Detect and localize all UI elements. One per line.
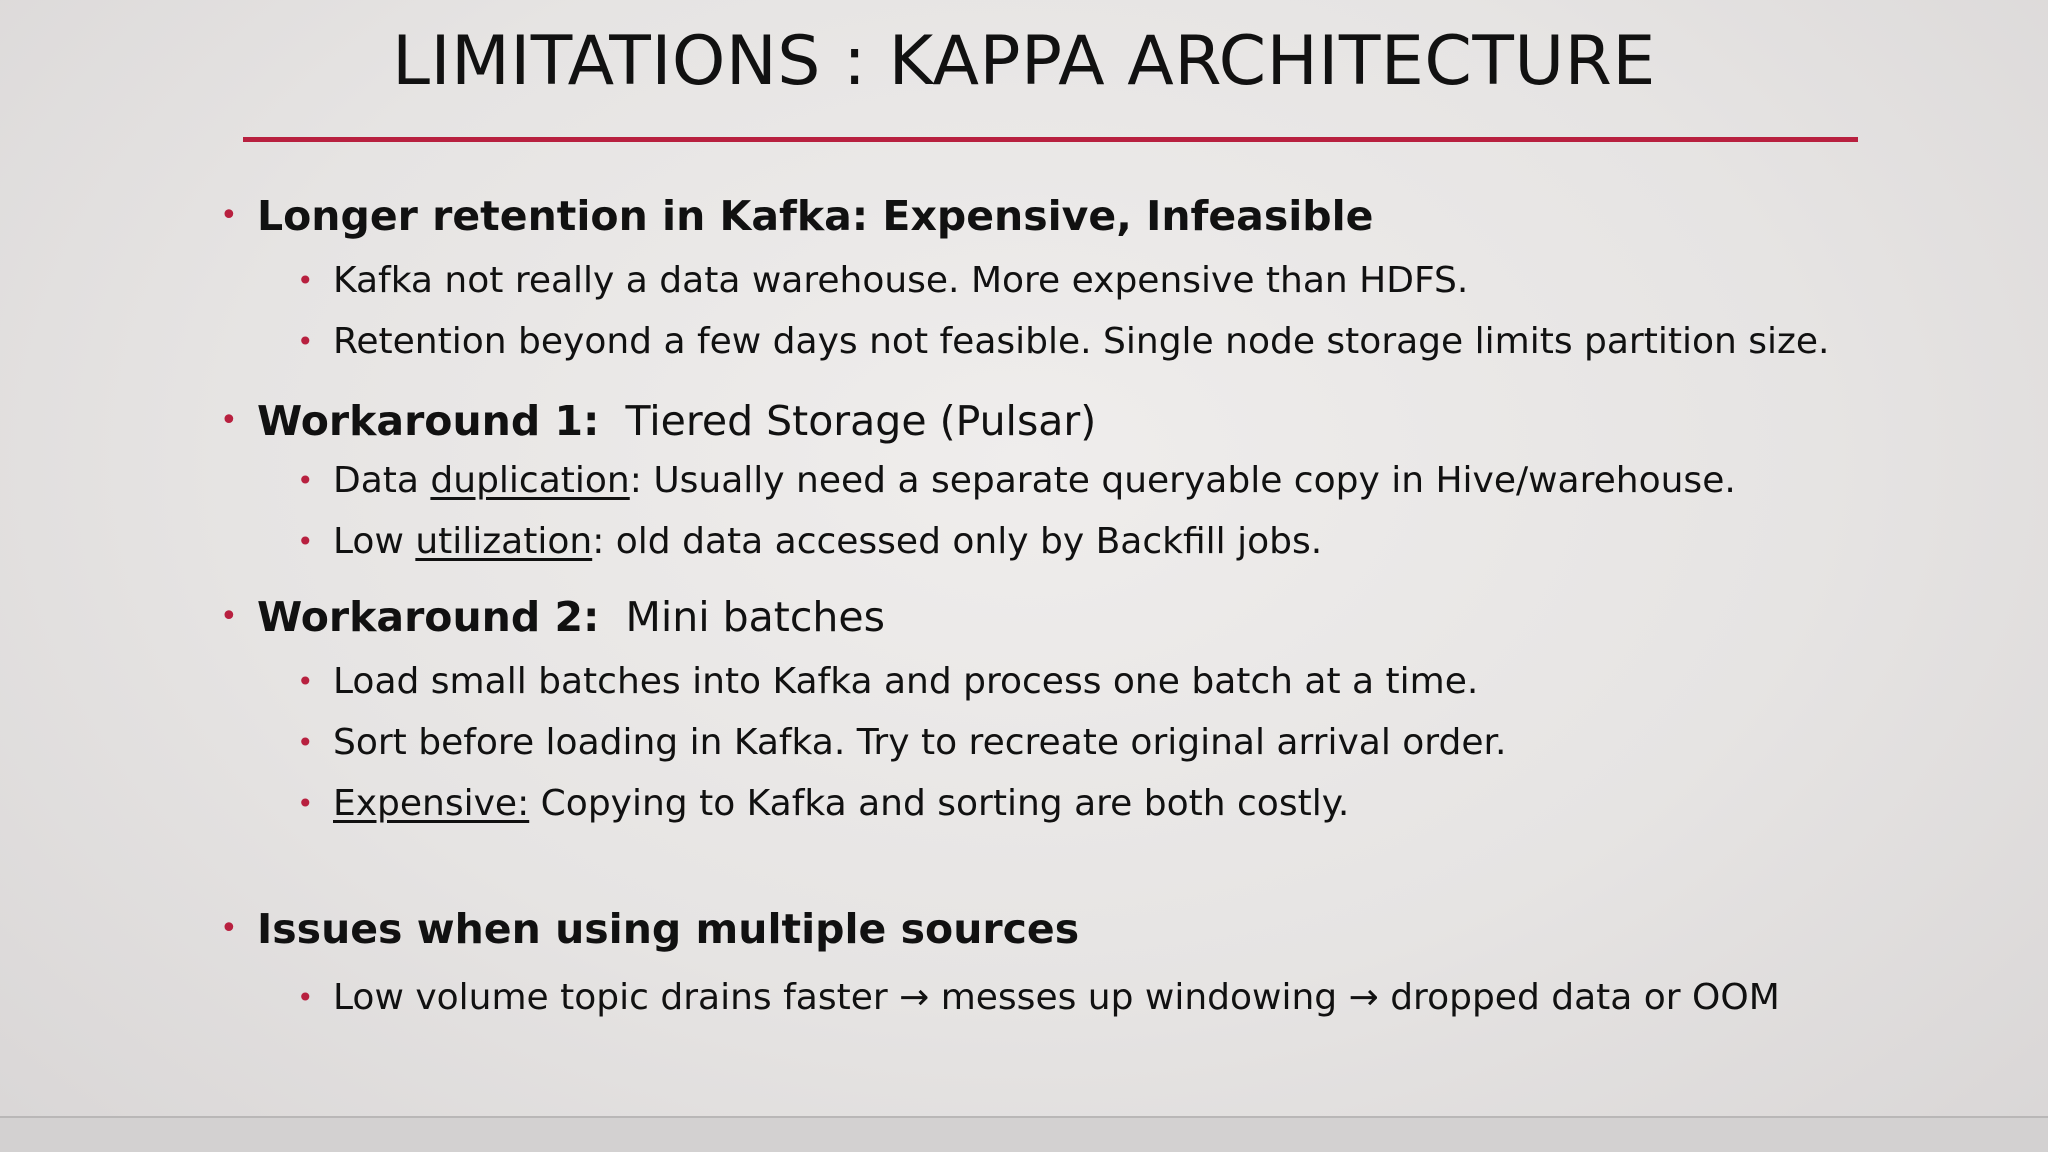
sub-bullet [297, 781, 1349, 827]
sub-bullet [297, 319, 1830, 365]
sub-bullet-text: Low volume topic drains faster → messes up windowing → dropped data or OOM [333, 977, 1780, 1018]
bullet-dot: • [297, 665, 314, 698]
sub-bullet [297, 720, 1506, 766]
bottom-bar [0, 1116, 2048, 1152]
bullet-dot: • [220, 403, 238, 438]
heading-bold: Workaround 1: [257, 397, 600, 445]
sub-bullet [297, 975, 1780, 1021]
sub-bullet-underlined: duplication [430, 460, 630, 501]
sub-bullet-underlined: utilization [415, 521, 593, 562]
heading-bold: Longer retention in Kafka: Expensive, Infeasible [257, 192, 1374, 240]
sub-bullet-text: Kafka not really a data warehouse. More expensive than HDFS. [333, 260, 1469, 301]
bullet-dot: • [297, 264, 314, 297]
sub-bullet-text: Retention beyond a few days not feasible. Single node storage limits partition size. [333, 321, 1830, 362]
bullet-dot: • [297, 787, 314, 820]
bullet-dot: • [220, 198, 238, 233]
sub-bullet-text: Sort before loading in Kafka. Try to recreate original arrival order. [333, 722, 1507, 763]
sub-bullet [297, 519, 1322, 565]
sub-bullet [297, 458, 1736, 504]
bullet-dot: • [297, 525, 314, 558]
bullet-workaround-1 [220, 396, 1096, 446]
sub-bullet-text-pre: Data [333, 460, 431, 501]
heading-rest: Tiered Storage (Pulsar) [625, 397, 1097, 445]
sub-bullet-text-pre: Low [333, 521, 416, 562]
bullet-dot: • [297, 981, 314, 1014]
sub-bullet-text-post: Copying to Kafka and sorting are both costly. [529, 783, 1350, 824]
bullet-dot: • [220, 911, 238, 946]
bullet-longer-retention [220, 191, 1374, 241]
heading-rest: Mini batches [625, 593, 885, 641]
heading-bold: Issues when using multiple sources [257, 905, 1080, 953]
sub-bullet-text-post: : old data accessed only by Backfill jobs. [592, 521, 1323, 562]
sub-bullet-text-post: : Usually need a separate queryable copy in Hive/warehouse. [629, 460, 1736, 501]
bullet-dot: • [297, 464, 314, 497]
sub-bullet-underlined: Expensive: [333, 783, 530, 824]
slide-title: LIMITATIONS : KAPPA ARCHITECTURE [392, 22, 1656, 101]
sub-bullet-text: Load small batches into Kafka and process one batch at a time. [333, 661, 1479, 702]
heading-bold: Workaround 2: [257, 593, 600, 641]
bullet-dot: • [297, 726, 314, 759]
bullet-multiple-sources [220, 904, 1079, 954]
bullet-workaround-2 [220, 592, 885, 642]
sub-bullet [297, 258, 1468, 304]
bullet-dot: • [297, 325, 314, 358]
sub-bullet [297, 659, 1478, 705]
bullet-dot: • [220, 599, 238, 634]
